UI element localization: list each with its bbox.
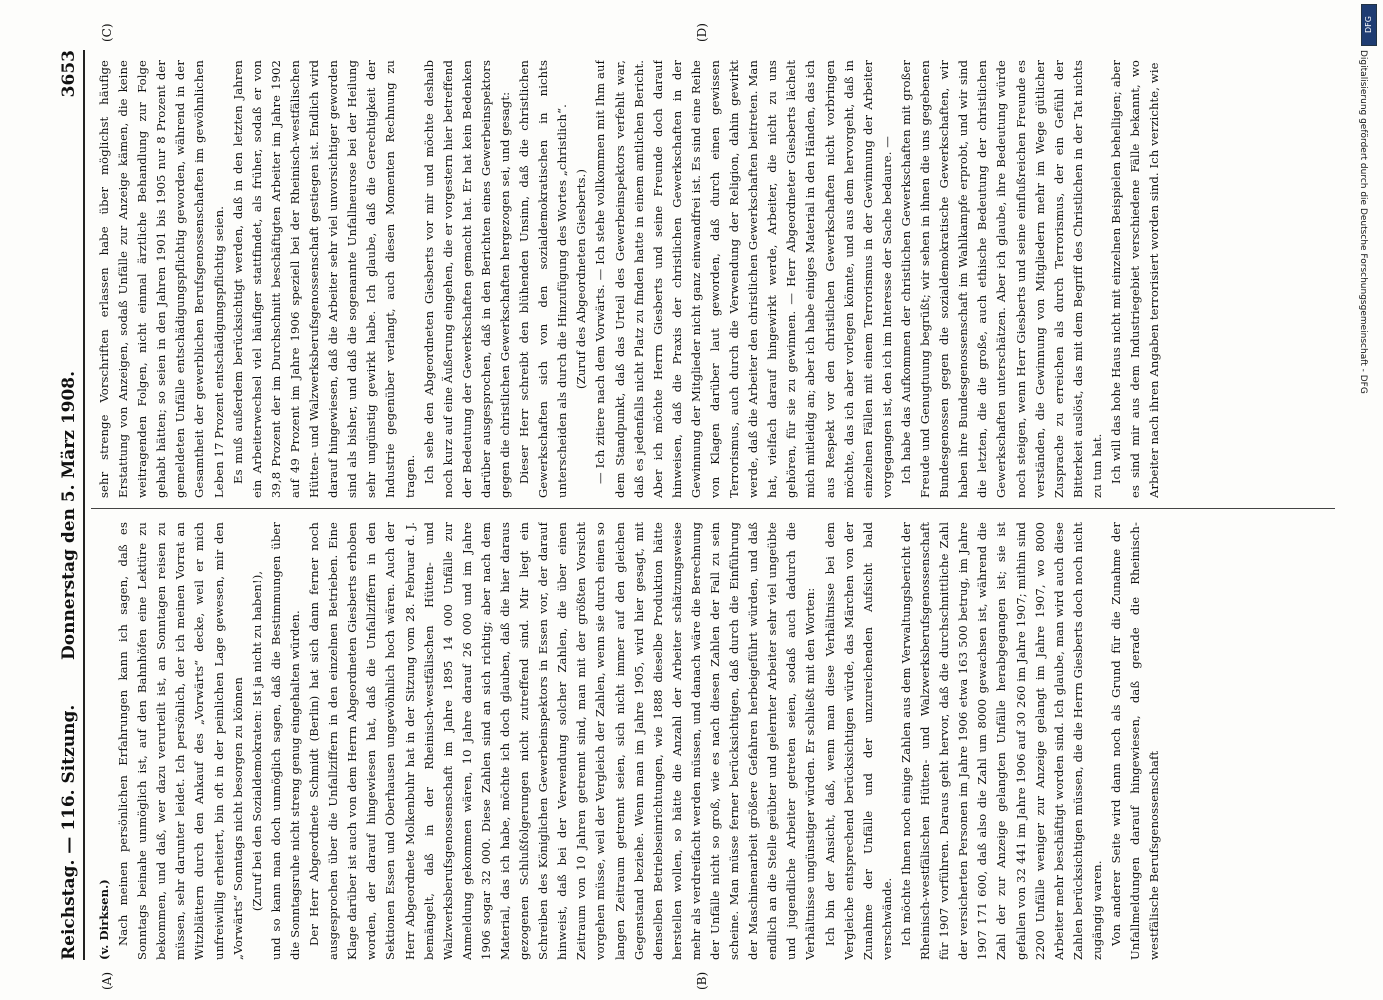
paragraph: Ich möchte Ihnen noch einige Zahlen aus dem Verwaltungsbericht der Rheinisch-westfälischen Hütten- und Walzwerksberufsgenossenschaft für 1907 vorführen. Daraus geht hervor, daß die durchschnittliche Zahl der versicherten Personen im Jahre 1906 etwa 163 500 betrug, im Jahre 1907 171 600, daß also die Zahl um 8000 gewachsen ist, während die Zahl der zur Anzeige gelangten Unfälle herabgegangen ist; sie ist gefallen von 32 441 im Jahre 1906 auf 30 260 im Jahre 1907; mithin sind 2200 Unfälle weniger zur Anzeige gelangt im Jahre 1907, wo 8000 Arbeiter mehr beschäftigt worden sind. Ich glaube, man wird auch diese Zahlen berücksichtigen müssen, die die Herrn Giesberts doch noch nicht zugängig waren.: [898, 522, 1104, 960]
paragraph: Nach meinen persönlichen Erfahrungen kann ich sagen, daß es Sonntags beinahe unmöglich ist, auf den Bahnhöfen eine Lektüre zu bekommen, und daß, wer dazu verurteilt ist, an Sonntagen reisen zu müssen, sehr darunter leidet. Ich persönlich, der ich meinen Vorrat an Witzblättern durch den Ankauf des „Vorwärts“ decke, weil er mich unfreiwillig erheitert, bin oft in der peinlichen Lage gewesen, mir den „Vorwärts“ Sonntags nicht besorgen zu können: [116, 522, 245, 960]
quotation: Ich bin der Ansicht, daß, wenn man diese Verhältnisse bei dem Vergleiche entsprechend berücksichtigen würde, das Märchen von der Zunahme der Unfälle und der unzureichenden Aufsicht bald verschwände.: [822, 522, 894, 960]
rotated-page-content: [55, 23, 1345, 990]
running-header: [55, 50, 85, 960]
paragraph: Ich sehe den Abgeordneten Giesberts vor mir und möchte deshalb noch kurz auf eine Äußerung eingehen, die er vorgestern hier betreffend der Bedeutung der Gewerkschaften gemacht hat. Er hat kein Bedenken darüber ausgesprochen, daß in den Berichten eines Gewerbeinspektors gegen die christlichen Gewerkschaften hergezogen sei, und gesagt:: [421, 60, 512, 498]
left-text-column: [95, 522, 1335, 960]
dfg-logo: DFG: [1361, 4, 1377, 46]
paragraph: Von anderer Seite wird dann noch als Grund für die Zunahme der Unfallmeldungen darauf hingewiesen, daß gerade die Rheinisch-westfälische Berufsgenossenschaft: [1108, 522, 1162, 960]
quotation: Dieser Herr schreibt den blühenden Unsinn, daß die christlichen Gewerkschaften sich von den sozialdemokratischen in nichts unterscheiden als durch die Hinzufügung des Wortes „christlich“.: [517, 60, 570, 498]
margin-mark-d: (D): [695, 23, 709, 42]
margin-mark-b: (B): [695, 971, 709, 990]
header-date: Donnerstag den 5. März 1908.: [59, 370, 79, 660]
interjection: (Zuruf bei den Sozialdemokraten: Ist ja nicht zu haben!),: [249, 570, 264, 912]
margin-mark-a: (A): [100, 971, 114, 990]
paragraph: Ich habe das Aufkommen der christlichen Gewerkschaften mit großer Freude und Genugtuung begrüßt; wir sehen in ihnen die uns gegebenen Bundesgenossen gegen die sozialdemokratische Gewerkschaften, wir haben ihre Bundesgenossenschaft im Wahlkampfe erprobt, und wir sind die letzten, die die große, auch ethische Bedeutung der christlichen Gewerkschaften unterschätzen. Aber ich glaube, ihre Bedeutung würde noch steigen, wenn Herr Giesberts und seine einflußreichen Freunde es verständen, die Gewinnung von Mitgliedern mehr im Wege gütlicher Zusprache zu erreichen als durch Terrorismus, der ein Gefühl der Bitterkeit auslöst, das mit dem Begriff des Christlichen in der Tat nichts zu tun hat.: [898, 60, 1104, 498]
right-text-column: [95, 60, 1335, 498]
interjection: (Zuruf des Abgeordneten Giesberts.): [574, 169, 589, 389]
paragraph: sehr strenge Vorschriften erlassen habe über möglichst häufige Erstattung von Anzeigen, sodaß Unfälle zur Anzeige kämen, die keine weitragenden Folgen, nicht einmal ärztliche Behandlung zur Folge gehabt hätten; so seien in den Jahren 1901 bis 1905 nur 8 Prozent der gemeldeten Unfälle entschädigungspflichtig geworden, während in der Gesamtheit der gewerblichen Berufsgenossenschaften im gewöhnlichen Leben 17 Prozent entschädigungspflichtig seien.: [97, 60, 226, 498]
paragraph: Es muß außerdem berücksichtigt werden, daß in den letzten Jahren ein Arbeiterwechsel viel häufiger stattfindet, als früher, sodaß er von 39,8 Prozent der im Durchschnitt beschäftigten Arbeiter im Jahre 1902 auf 49 Prozent im Jahre 1906 speziell bei der Rheinisch-westfälischen Hütten- und Walzwerksberufsgenossenschaft gestiegen ist. Endlich wird darauf hingewiesen, daß die Arbeiter sehr viel unvorsichtiger geworden sind als bisher, und daß die sogenannte Unfallneurose bei der Heilung sehr ungünstig gewirkt habe. Ich glaube, daß die Gerechtigkeit der Industrie gegenüber verlangt, auch diesen Momenten Rechnung zu tragen.: [230, 60, 417, 498]
paragraph: Der Herr Abgeordnete Schmidt (Berlin) hat sich dann ferner noch ausgesprochen über die Unfallziffern in den einzelnen Betrieben. Eine Klage darüber ist auch von dem Herrn Abgeordneten Giesberts erhoben worden, der darauf hingewiesen hat, daß die Unfallziffern in den Sektionen Essen und Oberhausen ungewöhnlich hoch wären. Auch der Herr Abgeordnete Molkenbuhr hat in der Sitzung vom 28. Februar d. J. bemängelt, daß in der Rheinisch-westfälischen Hütten- und Walzwerksberufsgenossenschaft im Jahre 1895 14 000 Unfälle zur Anmeldung gekommen wären, 10 Jahre darauf 26 000 und im Jahre 1906 sogar 32 000. Diese Zahlen sind an sich richtig; aber nach dem Material, das ich habe, möchte ich doch glauben, daß die hier daraus gezogenen Schlußfolgerungen nicht zutreffend sind. Mir liegt ein Schreiben des Königlichen Gewerbeinspektors in Essen vor, der darauf hinweist, daß bei der Verwendung solcher Zahlen, die über einen Zeitraum von 10 Jahren getrennt sind, man mit der größten Vorsicht vorgehen müsse, weil der Vergleich der Zahlen, wenn sie durch einen so langen Zeitraum getrennt seien, sich nicht immer auf den gleichen Gegenstand beziehe. Wenn man im Jahre 1905, wird hier gesagt, mit denselben Betriebseinrichtungen, wie 1888 dieselbe Produktion hätte herstellen wollen, so hätte die Anzahl der Arbeiter schätzungsweise mehr als verdreifacht werden müssen, und danach wäre die Berechnung der Unfälle nicht so groß, wie es nach diesen Zahlen der Fall zu sein scheine. Man müsse ferner berücksichtigen, daß durch die Einführung der Maschinenarbeit größere Gefahren herbeigeführt würden, und daß endlich an die Stelle geübter und gelernter Arbeiter sehr viel ungeübte und jugendliche Arbeiter getreten seien, sodaß auch dadurch die Verhältnisse ungünstiger würden. Er schließt mit den Worten:: [307, 522, 818, 960]
speaker-name: (v. Dirksen.): [97, 879, 111, 960]
paragraph: — Ich zitiere nach dem Vorwärts. — Ich stehe vollkommen mit Ihm auf dem Standpunkt, daß das Urteil des Gewerbeinspektors verfehlt war, daß es jedenfalls nicht Platz zu finden hatte in einem amtlichen Bericht. Aber ich möchte Herrn Giesberts und seine Freunde doch darauf hinweisen, daß die Praxis der christlichen Gewerkschaften in der Gewinnung der Mitglieder nicht ganz einwandfrei ist. Es sind eine Reihe von Klagen darüber laut geworden, daß durch einen gewissen Terrorismus, auch durch die Verwendung der Religion, dahin gewirkt werde, daß die Arbeiter den christlichen Gewerkschaften beitreten. Man hat, vielfach darauf hingewirkt werde, Arbeiter, die nicht zu uns gehören, für sie zu gewinnen. — Herr Abgeordneter Giesberts lächelt mich mitleidig an; aber ich habe einiges Material in den Händen, das ich aus Respekt vor den christlichen Gewerkschaften nicht vorbringen möchte, das ich aber vorlegen könnte, und aus dem hervorgeht, daß in einzelnen Fällen mit einem Terrorismus in der Gewinnung der Arbeiter vorgegangen ist, den ich im Interesse der Sache bedaure. —: [593, 60, 894, 498]
header-session: Reichstag. — 116. Sitzung.: [59, 704, 79, 960]
paragraph: Ich will das hohe Haus nicht mit einzelnen Beispielen behelligen; aber es sind mir aus dem Industriegebiet verschiedene Fälle bekannt, wo Arbeiter nach ihren Angaben terrorisiert worden sind. Ich verzichte, wie: [1108, 60, 1162, 498]
header-rule: [83, 50, 85, 960]
page-number: 3653: [59, 50, 79, 98]
column-divider: [91, 508, 1335, 509]
digitization-notice: Digitalisierung gefördert durch die Deutsche Forschungsgemeinschaft - DFG: [1358, 50, 1368, 394]
paragraph: und so kann man doch unmöglich sagen, daß die Bestimmungen über die Sonntagsruhe nicht streng genug eingehalten würden.: [268, 522, 302, 960]
margin-mark-c: (C): [100, 23, 114, 42]
